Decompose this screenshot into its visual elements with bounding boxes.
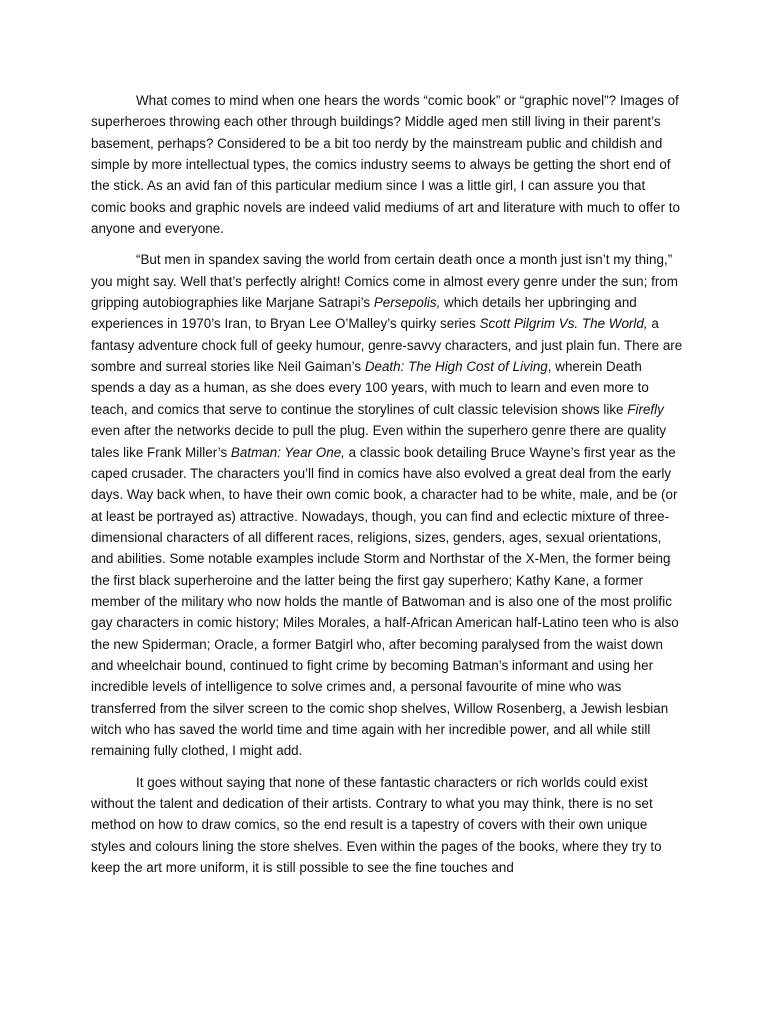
paragraph-1-run-1: What comes to mind when one hears the words “comic book” or “graphic novel”? Images of superheroes throwing each other through buildings? Middle aged men still living in their parent’s basement, perhaps? Considered to be a bit too nerdy by the mainstream public and childish and simple by more intellectual types, the comics industry seems to always be getting the short end of the stick. As an avid fan of this particular medium since I was a little girl, I can assure you that comic books and graphic novels are indeed valid mediums of art and literature with much to offer to anyone and everyone. — [91, 93, 680, 237]
title-death-high-cost: Death: The High Cost of Living — [364, 359, 548, 375]
paragraph-2-run-11: a classic book detailing Bruce Wayne’s first year as the caped crusader. The characters you’ll find in comics have also evolved a great deal from the early days. Way back when, to have their own comic book, a character had to be white, male, and be (or at least be portrayed as) attractive. Nowadays, though, you can find and eclectic mixture of three-dimensional characters of all different races, religions, sizes, genders, ages, sexual orientations, and abilities. Some notable examples include Storm and Northstar of the X-Men, the former being the first black superheroine and the latter being the first gay superhero; Kathy Kane, a former member of the military who now holds the mantle of Batwoman and is also one of the most prolific gay characters in comic history; Miles Morales, a half-African American half-Latino teen who is also the new Spiderman; Oracle, a former Batgirl who, after becoming paralysed from the waist down and wheelchair bound, continued to fight crime by becoming Batman’s informant and using her incredible levels of intelligence to solve crimes and, a personal favourite of mine who was transferred from the silver screen to the comic shop shelves, Willow Rosenberg, a Jewish lesbian witch who has saved the world time and time again with her incredible power, and all while still remaining fully clothed, I might add. — [91, 444, 679, 759]
title-persepolis: Persepolis, — [373, 295, 441, 311]
title-firefly: Firefly — [627, 401, 664, 417]
paragraph-2-run-5: a fantasy adventure chock full of geeky humour, genre-savvy characters, and just plain fun. There are sombre and surreal stories like Neil Gaiman’s — [91, 316, 683, 375]
paragraph-2 — [91, 249, 683, 761]
title-batman-year-one: Batman: Year One, — [230, 444, 345, 460]
paragraph-2-run-7: , wherein Death spends a day as a human, as she does every 100 years, with much to learn and even more to teach, and comics that serve to continue the storylines of cult classic television shows like — [91, 359, 649, 417]
paragraph-3-run-1: It goes without saying that none of these fantastic characters or rich worlds could exist without the talent and dedication of their artists. Contrary to what you may think, there is no set method on how to draw comics, so the end result is a tapestry of covers with their own unique styles and colours lining the store shelves. Even within the pages of the books, where they try to keep the art more uniform, it is still possible to see the fine touches and — [91, 774, 662, 876]
document-body — [91, 90, 683, 888]
paragraph-2-run-3: which details her upbringing and experiences in 1970’s Iran, to Bryan Lee O’Malley’s quirky series — [91, 295, 637, 332]
paragraph-1 — [91, 90, 683, 239]
title-scott-pilgrim: Scott Pilgrim Vs. The World, — [479, 316, 648, 332]
paragraph-3 — [91, 772, 683, 879]
paragraph-2-run-9: even after the networks decide to pull the plug. Even within the superhero genre there are quality tales like Frank Miller’s — [91, 423, 667, 460]
paragraph-2-run-1: “But men in spandex saving the world from certain death once a month just isn’t my thing,” you might say. Well that’s perfectly alright! Comics come in almost every genre under the sun; from gripping autobiographies like Marjane Satrapi’s — [91, 252, 678, 311]
